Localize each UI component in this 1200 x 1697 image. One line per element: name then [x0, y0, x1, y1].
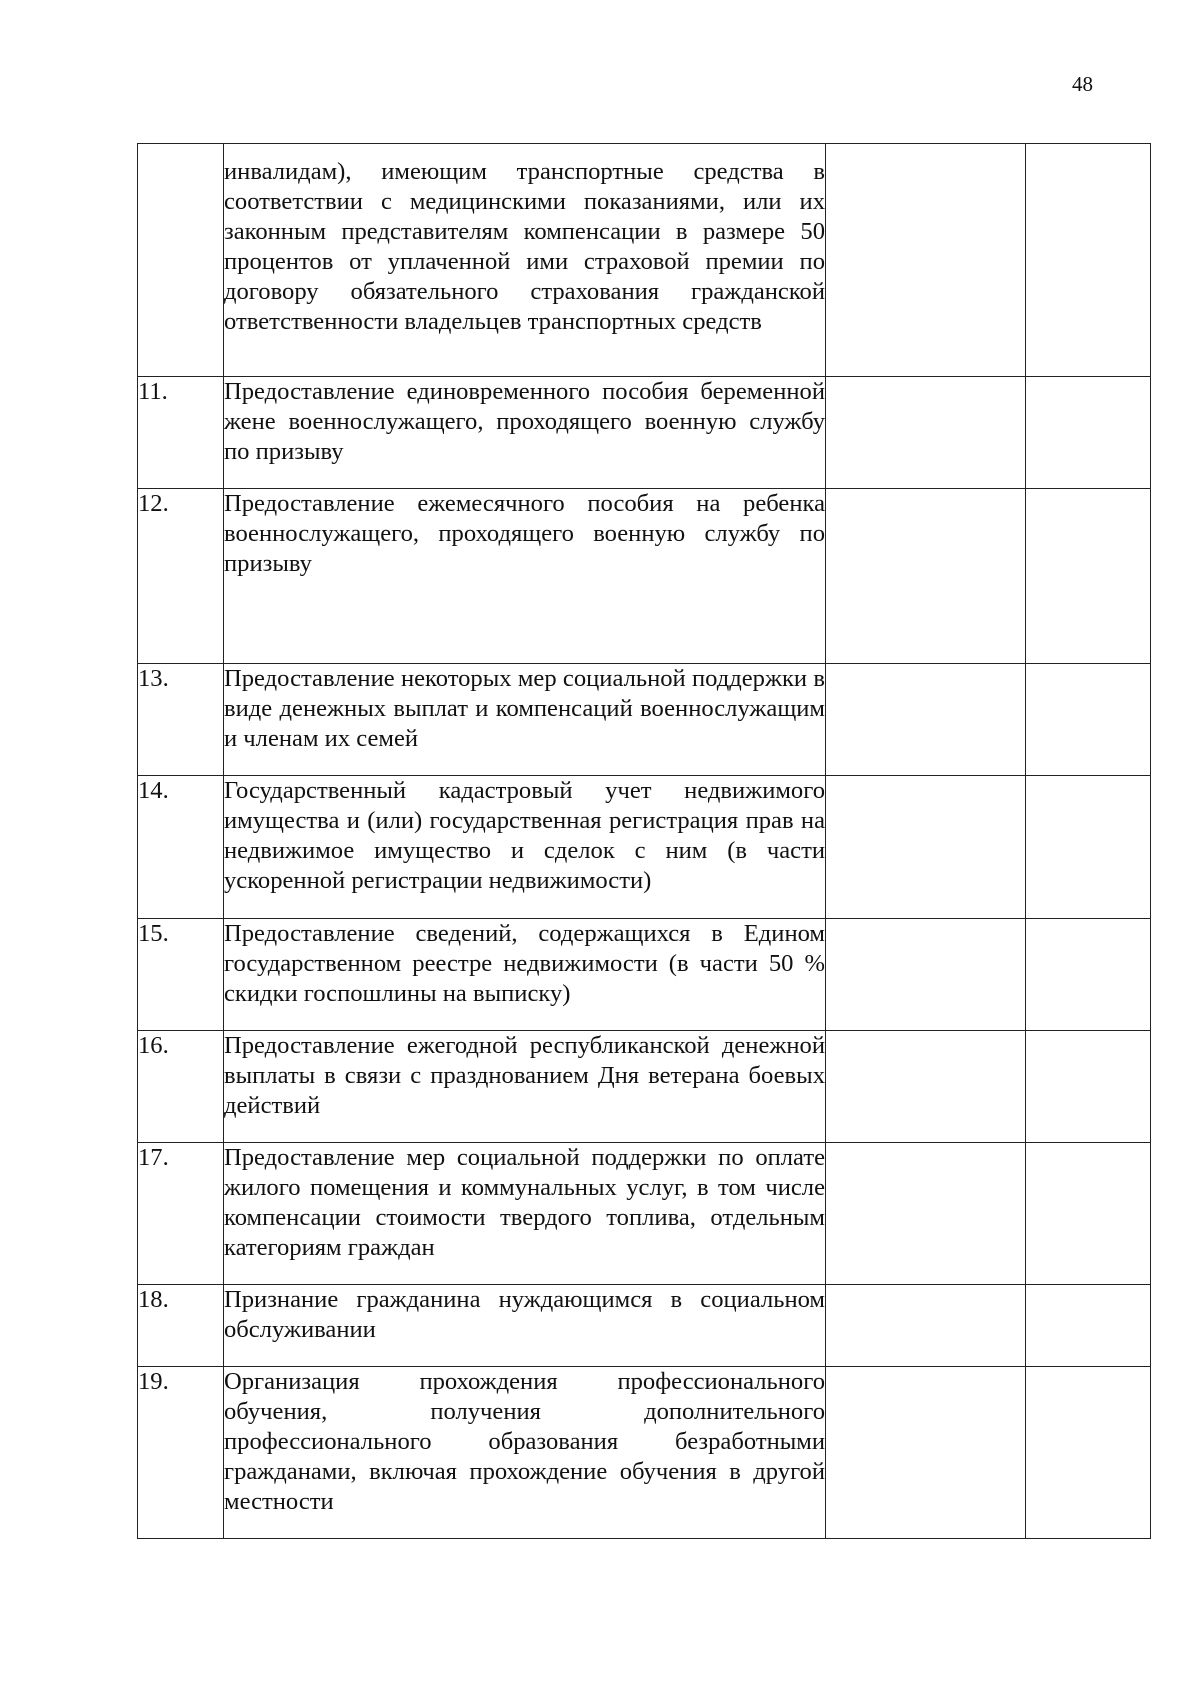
table-cell	[1026, 1285, 1151, 1367]
row-number: 14.	[138, 776, 224, 919]
table-row	[138, 664, 1151, 776]
table-cell	[1026, 377, 1151, 489]
table-row	[138, 1031, 1151, 1143]
service-name: Предоставление ежемесячного пособия на ребенка военнослужащего, проходящего военную службу по призыву	[224, 489, 826, 664]
table-cell	[826, 1367, 1026, 1539]
table-cell	[1026, 919, 1151, 1031]
service-name: Признание гражданина нуждающимся в социальном обслуживании	[224, 1285, 826, 1367]
table-row	[138, 489, 1151, 664]
table-row	[138, 919, 1151, 1031]
table-row	[138, 144, 1151, 377]
table-cell	[826, 1143, 1026, 1285]
table-cell	[1026, 144, 1151, 377]
service-name: Организация прохождения профессионального обучения, получения дополнительного профессионального образования безработными гражданами, включая прохождение обучения в другой местности	[224, 1367, 826, 1539]
table-cell	[1026, 664, 1151, 776]
table-row	[138, 776, 1151, 919]
page-number: 48	[1072, 72, 1093, 96]
service-name: Предоставление ежегодной республиканской денежной выплаты в связи с празднованием Дня ветерана боевых действий	[224, 1031, 826, 1143]
row-number: 11.	[138, 377, 224, 489]
table-cell	[1026, 1367, 1151, 1539]
service-name: Предоставление единовременного пособия беременной жене военнослужащего, проходящего военную службу по призыву	[224, 377, 826, 489]
table-cell	[1026, 489, 1151, 664]
row-number: 18.	[138, 1285, 224, 1367]
row-number: 15.	[138, 919, 224, 1031]
row-number: 17.	[138, 1143, 224, 1285]
table-cell	[826, 1285, 1026, 1367]
row-number: 12.	[138, 489, 224, 664]
table-cell	[1026, 1031, 1151, 1143]
table-cell	[826, 919, 1026, 1031]
row-number: 19.	[138, 1367, 224, 1539]
row-number: 13.	[138, 664, 224, 776]
row-number: 16.	[138, 1031, 224, 1143]
service-name: Предоставление некоторых мер социальной поддержки в виде денежных выплат и компенсаций военнослужащим и членам их семей	[224, 664, 826, 776]
table-row	[138, 1143, 1151, 1285]
table-row	[138, 1285, 1151, 1367]
table-cell	[1026, 1143, 1151, 1285]
table-row	[138, 377, 1151, 489]
service-name: Государственный кадастровый учет недвижимого имущества и (или) государственная регистрация прав на недвижимое имущество и сделок с ним (в части ускоренной регистрации недвижимости)	[224, 776, 826, 919]
service-name: Предоставление мер социальной поддержки по оплате жилого помещения и коммунальных услуг, в том числе компенсации стоимости твердого топлива, отдельным категориям граждан	[224, 1143, 826, 1285]
table-row	[138, 1367, 1151, 1539]
table-cell	[1026, 776, 1151, 919]
table-cell	[826, 664, 1026, 776]
table-cell	[826, 489, 1026, 664]
services-table	[137, 143, 1151, 1539]
table-cell	[826, 776, 1026, 919]
service-name: инвалидам), имеющим транспортные средства в соответствии с медицинскими показаниями, или их законным представителям компенсации в размере 50 процентов от уплаченной ими страховой премии по договору обязательного страхования гражданской ответственности владельцев транспортных средств	[224, 144, 826, 377]
row-number	[138, 144, 224, 377]
table-cell	[826, 144, 1026, 377]
service-name: Предоставление сведений, содержащихся в Едином государственном реестре недвижимости (в части 50 % скидки госпошлины на выписку)	[224, 919, 826, 1031]
table-cell	[826, 377, 1026, 489]
table-cell	[826, 1031, 1026, 1143]
